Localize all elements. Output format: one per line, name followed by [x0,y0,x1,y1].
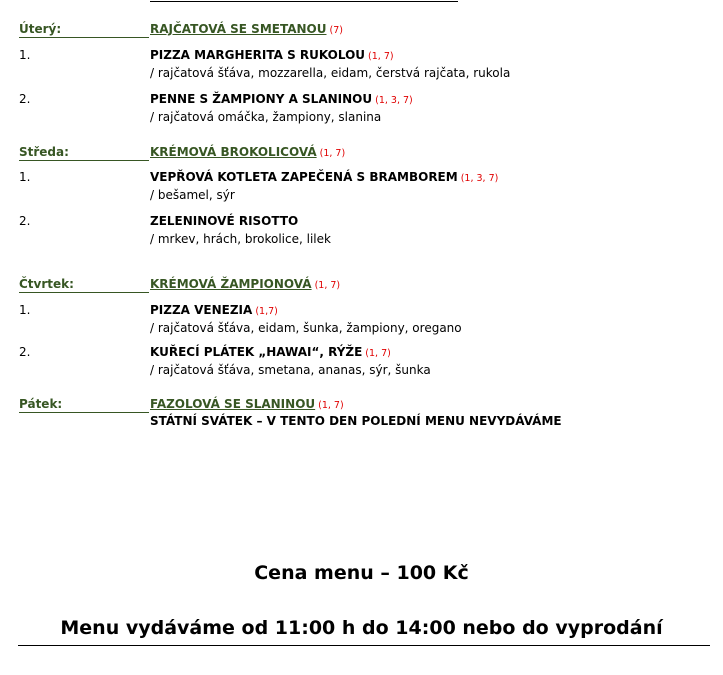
day-header-wednesday [19,145,709,161]
day-name: Pátek: [19,397,149,413]
item-title: PIZZA MARGHERITA S RUKOLOU [150,48,366,62]
item-title: ZELENINOVÉ RISOTTO [150,214,299,228]
item-title: KUŘECÍ PLÁTEK „HAWAI“, RÝŽE [150,345,363,359]
item-body [150,302,462,337]
soup-line [150,277,340,293]
soup-name: KRÉMOVÁ BROKOLICOVÁ [150,145,317,159]
item-body [150,47,510,82]
day-name: Úterý: [19,22,149,38]
item-description: / bešamel, sýr [150,188,235,202]
item-body [150,213,331,248]
item-body [150,91,413,126]
item-allergens: (1, 7) [368,51,394,62]
item-allergens: (1, 3, 7) [375,95,413,106]
bottom-rule [18,645,710,646]
soup-name: FAZOLOVÁ SE SLANINOU [150,397,316,411]
item-description: / mrkev, hrách, brokolice, lilek [150,232,331,246]
item-number: 2. [19,214,31,228]
item-allergens: (1, 3, 7) [460,173,499,184]
item-number: 2. [19,92,31,106]
holiday-notice: STÁTNÍ SVÁTEK – V TENTO DEN POLEDNÍ MENU NEVYDÁVÁME [150,414,562,428]
serving-hours: Menu vydáváme od 11:00 h do 14:00 nebo do vyprodání [60,617,663,639]
day-name: Středa: [19,145,149,161]
soup-line [150,397,344,413]
item-number: 1. [19,170,31,184]
item-title: PENNE S ŽAMPIONY A SLANINOU [150,92,373,106]
day-header-thursday [19,277,709,293]
item-body [150,344,431,379]
soup-name: RAJČATOVÁ SE SMETANOU [150,22,327,36]
item-allergens: (1,7) [255,306,278,317]
item-title: VEPŘOVÁ KOTLETA ZAPEČENÁ S BRAMBOREM [150,170,458,184]
day-header-tuesday [19,22,709,38]
soup-allergens: (7) [329,25,343,36]
item-description: / rajčatová šťáva, eidam, šunka, žampiony, oregano [150,321,462,335]
day-name: Čtvrtek: [19,277,149,293]
soup-name: KRÉMOVÁ ŽAMPIONOVÁ [150,277,312,291]
top-rule [150,1,458,2]
soup-line [150,22,343,38]
item-description: / rajčatová šťáva, mozzarella, eidam, čerstvá rajčata, rukola [150,66,511,80]
soup-line [150,145,345,161]
item-allergens: (1, 7) [365,348,391,359]
day-header-friday [19,397,709,413]
soup-allergens: (1, 7) [318,400,344,411]
soup-allergens: (1, 7) [319,148,346,159]
item-title: PIZZA VENEZIA [150,303,253,317]
item-body [150,169,498,204]
soup-allergens: (1, 7) [314,280,341,291]
menu-price: Cena menu – 100 Kč [254,562,469,584]
item-description: / rajčatová omáčka, žampiony, slanina [150,110,382,124]
item-description: / rajčatová šťáva, smetana, ananas, sýr, šunka [150,363,431,377]
item-number: 1. [19,48,31,62]
item-number: 2. [19,345,31,359]
item-number: 1. [19,303,31,317]
